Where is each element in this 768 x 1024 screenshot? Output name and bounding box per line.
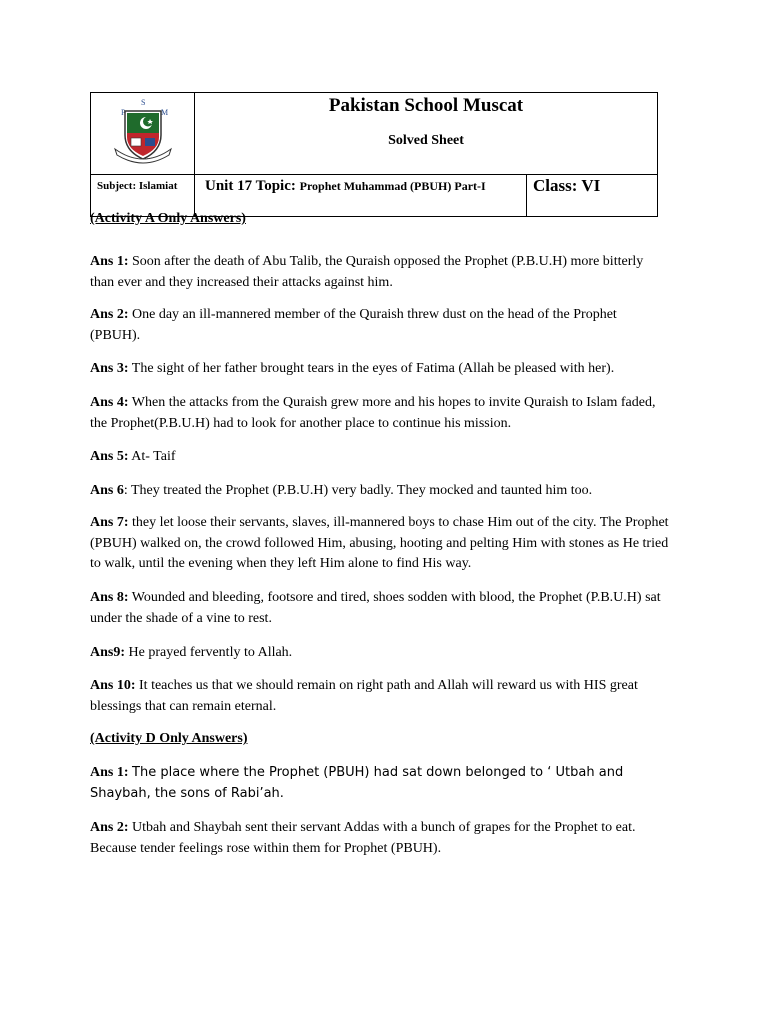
unit-topic: Prophet Muhammad (PBUH) Part-I	[299, 179, 486, 193]
answer-a3	[90, 359, 670, 380]
answer-label: Ans 4:	[90, 395, 129, 410]
answer-d1	[90, 763, 670, 804]
logo-letter-s: S	[140, 98, 145, 107]
answer-a9	[90, 643, 670, 664]
subject-label: Subject: Islamiat	[91, 175, 195, 217]
answer-label: Ans 1:	[90, 765, 129, 780]
logo-letter-m: M	[160, 108, 168, 117]
answer-text: When the attacks from the Quraish grew more and his hopes to invite Quraish to Islam faded, the Prophet(P.B.U.H) had to look for another place to continue his mission.	[90, 395, 656, 431]
answer-a7	[90, 513, 670, 575]
answer-text: He prayed fervently to Allah.	[128, 645, 293, 660]
answer-label: Ans 2:	[90, 307, 129, 322]
answer-text: they let loose their servants, slaves, ill-mannered boys to chase Him out of the city. The Prophet (PBUH) walked on, the crowd followed Him, abusing, hooting and pelting Him with stones as He tried to walk, until the evening when they left Him alone to find His way.	[90, 515, 669, 571]
answer-label: Ans 1:	[90, 254, 129, 269]
answer-a6	[90, 481, 670, 502]
answer-text: Wounded and bleeding, footsore and tired, shoes sodden with blood, the Prophet (P.B.U.H) sat under the shade of a vine to rest.	[90, 590, 661, 626]
answer-text: Soon after the death of Abu Talib, the Quraish opposed the Prophet (P.B.U.H) more bitterly than ever and they increased their attacks against him.	[90, 254, 644, 290]
unit-label: Unit 17 Topic:	[205, 178, 296, 194]
answer-a8	[90, 588, 670, 629]
answer-label: Ans 3:	[90, 361, 129, 376]
answer-text: At- Taif	[131, 449, 176, 464]
activity-a-title: (Activity A Only Answers)	[90, 211, 246, 226]
answer-label: Ans9:	[90, 645, 126, 660]
answer-label: Ans 10:	[90, 678, 136, 693]
sheet-name: Solved Sheet	[388, 133, 464, 148]
logo-letter-p: P	[120, 108, 125, 117]
school-name: Pakistan School Muscat	[328, 95, 524, 116]
answer-a5	[90, 447, 670, 468]
answer-label: Ans 7:	[90, 515, 129, 530]
answer-text: The sight of her father brought tears in the eyes of Fatima (Allah be pleased with her).	[131, 361, 615, 376]
answer-text: The place where the Prophet (PBUH) had sat down belonged to ‘ Utbah and Shaybah, the sons of Rabi’ah.	[90, 765, 624, 801]
school-crest-logo	[103, 93, 183, 169]
activity-d-title: (Activity D Only Answers)	[90, 731, 248, 746]
answer-a10	[90, 676, 670, 717]
logo-cell	[91, 93, 195, 175]
answer-text: One day an ill-mannered member of the Quraish threw dust on the head of the Prophet (PBUH).	[90, 307, 617, 343]
answer-label: Ans 8:	[90, 590, 129, 605]
class-label: Class: VI	[527, 175, 658, 217]
answer-label: Ans 5:	[90, 449, 129, 464]
answer-d2	[90, 818, 670, 859]
answer-text: : They treated the Prophet (P.B.U.H) very badly. They mocked and taunted him too.	[123, 483, 593, 498]
header-table	[90, 92, 658, 217]
answer-a2	[90, 305, 670, 346]
title-cell	[195, 93, 658, 175]
answer-label: Ans 6	[90, 483, 124, 498]
answer-a1	[90, 252, 670, 293]
answer-text: Utbah and Shaybah sent their servant Addas with a bunch of grapes for the Prophet to eat. Because tender feelings rose within them for Prophet (PBUH).	[90, 820, 636, 856]
answer-text: It teaches us that we should remain on right path and Allah will reward us with HIS great blessings that can remain eternal.	[90, 678, 638, 714]
answer-label: Ans 2:	[90, 820, 129, 835]
answer-a4	[90, 393, 670, 434]
